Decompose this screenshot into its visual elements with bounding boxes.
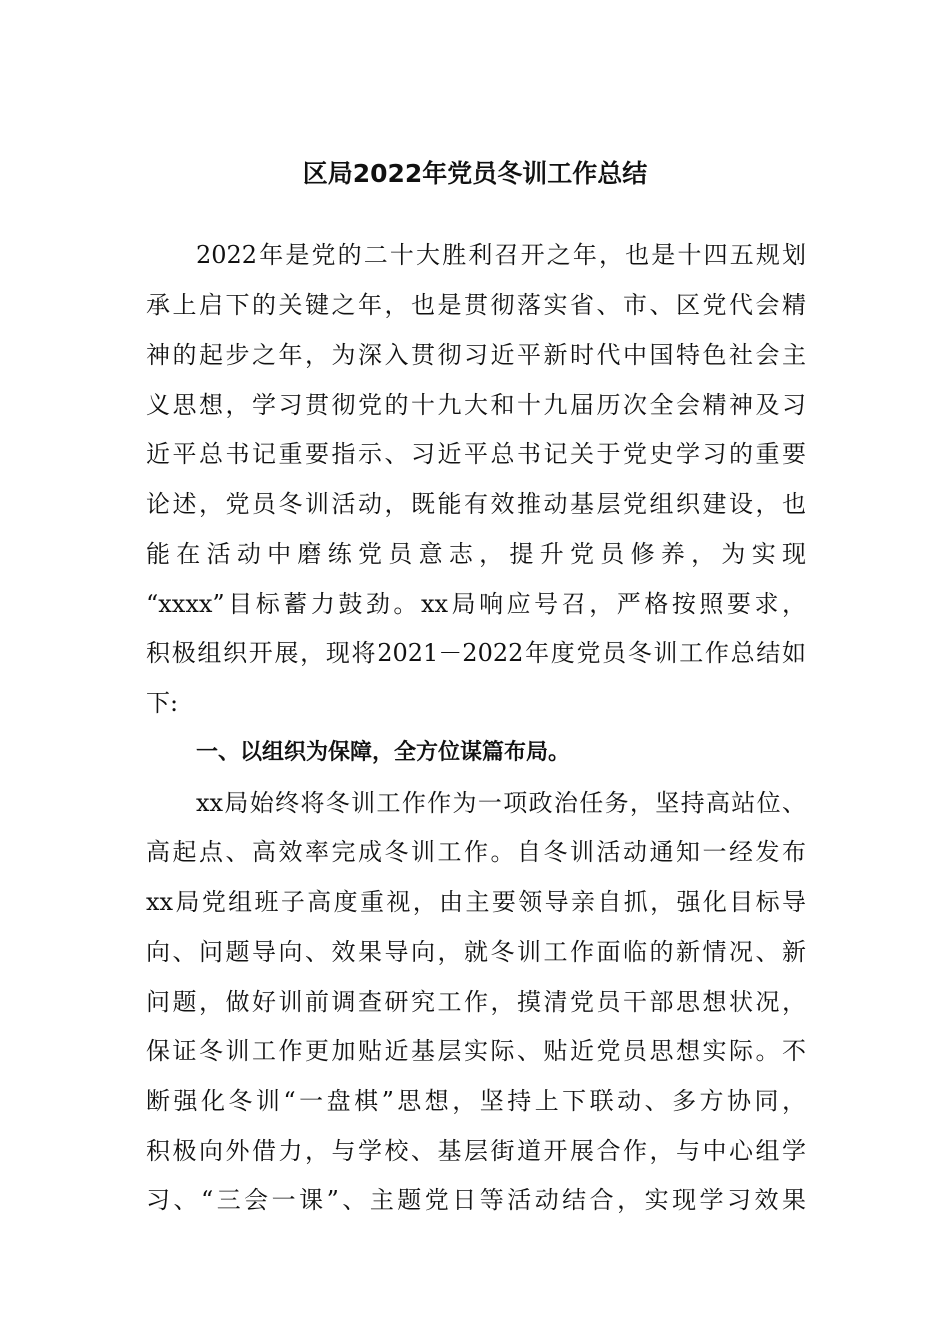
section-paragraph-line: 高起点、高效率完成冬训工作。自冬训活动通知一经发布	[146, 838, 806, 866]
intro-paragraph-line: “xxxx”目标蓄力鼓劲。xx局响应号召，严格按照要求，	[146, 590, 806, 618]
section-paragraph-line: 断强化冬训“一盘棋”思想，坚持上下联动、多方协同，	[146, 1087, 806, 1115]
intro-paragraph-line: 积极组织开展，现将2021－2022年度党员冬训工作总结如	[146, 639, 806, 667]
section-heading: 一、以组织为保障，全方位谋篇布局。	[196, 740, 571, 765]
intro-paragraph-line: 近平总书记重要指示、习近平总书记关于党史学习的重要	[146, 440, 806, 468]
intro-paragraph-line: 下:	[146, 689, 179, 717]
section-paragraph-line: 向、问题导向、效果导向，就冬训工作面临的新情况、新	[146, 938, 806, 966]
section-paragraph-line: 保证冬训工作更加贴近基层实际、贴近党员思想实际。不	[146, 1037, 806, 1065]
section-paragraph-line: 习、“三会一课”、主题党日等活动结合，实现学习效果	[146, 1186, 806, 1214]
intro-paragraph-line: 义思想，学习贯彻党的十九大和十九届历次全会精神及习	[146, 391, 806, 419]
intro-paragraph-line: 神的起步之年，为深入贯彻习近平新时代中国特色社会主	[146, 341, 806, 369]
section-paragraph-line: 积极向外借力，与学校、基层街道开展合作，与中心组学	[146, 1137, 806, 1165]
document-title: 区局2022年党员冬训工作总结	[302, 159, 648, 188]
intro-paragraph-line: 能在活动中磨练党员意志，提升党员修养，为实现	[146, 540, 806, 568]
intro-paragraph-line: 论述，党员冬训活动，既能有效推动基层党组织建设，也	[146, 490, 806, 518]
intro-paragraph-line: 承上启下的关键之年，也是贯彻落实省、市、区党代会精	[146, 291, 806, 319]
section-paragraph-line: 问题，做好训前调查研究工作，摸清党员干部思想状况，	[146, 988, 806, 1016]
section-paragraph-line: xx局党组班子高度重视，由主要领导亲自抓，强化目标导	[146, 888, 806, 916]
section-paragraph-line: xx局始终将冬训工作作为一项政治任务，坚持高站位、	[196, 789, 806, 817]
intro-paragraph-line: 2022年是党的二十大胜利召开之年，也是十四五规划	[196, 241, 806, 269]
